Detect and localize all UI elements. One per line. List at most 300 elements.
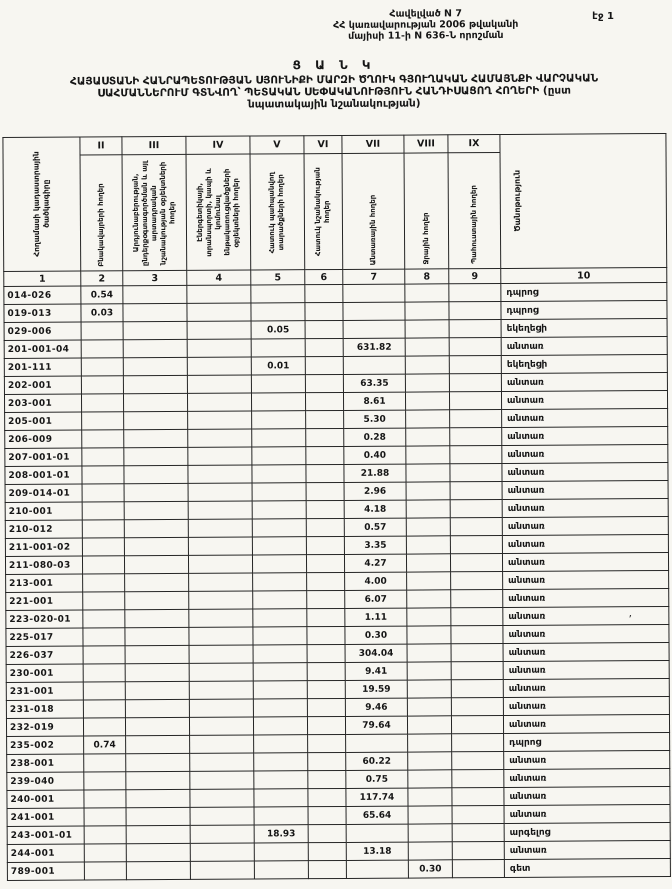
- area-value-cell-col-4: [187, 393, 251, 411]
- category-header-col-4: [186, 154, 251, 271]
- area-value-cell-col-3: [125, 682, 189, 700]
- area-value-cell-col-9: [452, 788, 504, 806]
- area-value-cell-col-7: [343, 320, 405, 338]
- area-value-cell-col-5: [253, 609, 307, 627]
- parcel-code-cell: 789-001: [7, 862, 84, 880]
- area-value-cell-col-9: [451, 572, 503, 590]
- area-value-cell-col-6: [306, 465, 344, 483]
- area-value-cell-col-2: [83, 610, 125, 628]
- area-value-cell-col-6: [305, 393, 343, 411]
- parcel-code-cell: 211-001-02: [5, 538, 82, 556]
- note-cell: անտառ: [502, 409, 668, 428]
- parcel-code-cell: 225-017: [6, 628, 83, 646]
- area-value-cell-col-4: [189, 627, 253, 645]
- area-value-cell-col-4: [189, 645, 253, 663]
- area-value-cell-col-6: [306, 447, 344, 465]
- parcel-code-cell: 201-111: [4, 358, 81, 376]
- appendix-line-2: ՀՀ կառավարության 2006 թվականի: [333, 19, 519, 32]
- area-value-cell-col-6: [308, 753, 346, 771]
- area-value-cell-col-5: [253, 681, 307, 699]
- category-header-label: Հատուկ նշանակության հողեր: [314, 167, 332, 257]
- note-cell: եկեղեցի: [501, 319, 667, 338]
- area-value-cell-col-9: [451, 716, 503, 734]
- area-value-cell-col-4: [188, 501, 252, 519]
- area-value-cell-col-3: [124, 430, 188, 448]
- area-value-cell-col-8: 0.30: [408, 860, 452, 878]
- area-value-cell-col-8: [405, 320, 449, 338]
- area-value-cell-col-2: [84, 790, 126, 808]
- area-value-cell-col-5: [252, 555, 306, 573]
- area-value-cell-col-5: [254, 753, 308, 771]
- area-value-cell-col-8: [408, 824, 452, 842]
- category-header-col-8: [404, 152, 449, 269]
- document-subtitle: [0, 72, 670, 113]
- area-value-cell-col-2: [83, 700, 125, 718]
- area-value-cell-col-8: [407, 644, 451, 662]
- area-value-cell-col-9: [451, 644, 503, 662]
- area-value-cell-col-8: [408, 770, 452, 788]
- area-value-cell-col-8: [408, 842, 452, 860]
- category-header-label: Արդյունաբերության, ընդերքօգտագործման և այլ արտադրական նշանակության օբյեկտների հողեր: [131, 160, 177, 266]
- parcel-code-cell: 210-001: [5, 502, 82, 520]
- area-value-cell-col-8: [406, 536, 450, 554]
- area-value-cell-col-3: [124, 502, 188, 520]
- area-value-cell-col-9: [452, 824, 504, 842]
- area-value-cell-col-5: [251, 339, 305, 357]
- category-header-col-9: [448, 152, 501, 269]
- area-value-cell-col-6: [307, 699, 345, 717]
- column-number-8: 8: [405, 269, 449, 284]
- area-value-cell-col-8: [407, 716, 451, 734]
- area-value-cell-col-6: [308, 789, 346, 807]
- area-value-cell-col-4: [190, 825, 254, 843]
- area-value-cell-col-8: [406, 428, 450, 446]
- area-value-cell-col-6: [306, 519, 344, 537]
- area-value-cell-col-6: [305, 321, 343, 339]
- category-header-col-5: [250, 153, 305, 270]
- area-value-cell-col-8: [407, 698, 451, 716]
- parcel-code-cell: 207-001-01: [5, 448, 82, 466]
- area-value-cell-col-9: [449, 338, 501, 356]
- table-body: [4, 283, 671, 881]
- parcel-code-cell: 221-001: [6, 592, 83, 610]
- area-value-cell-col-9: [451, 698, 503, 716]
- area-value-cell-col-3: [124, 412, 188, 430]
- column-number-2: 2: [81, 271, 123, 286]
- area-value-cell-col-7: [343, 284, 405, 302]
- area-value-cell-col-7: [346, 734, 408, 752]
- area-value-cell-col-4: [188, 447, 252, 465]
- area-value-cell-col-4: [188, 537, 252, 555]
- area-value-cell-col-2: [81, 340, 123, 358]
- area-value-cell-col-3: [124, 466, 188, 484]
- area-value-cell-col-2: [83, 646, 125, 664]
- area-value-cell-col-6: [307, 609, 345, 627]
- area-value-cell-col-7: 19.59: [345, 680, 407, 698]
- area-value-cell-col-5: [254, 771, 308, 789]
- area-value-cell-col-5: [254, 861, 308, 879]
- area-value-cell-col-3: [123, 376, 187, 394]
- area-value-cell-col-8: [405, 302, 449, 320]
- area-value-cell-col-7: 9.41: [345, 662, 407, 680]
- column-number-5: 5: [251, 270, 305, 285]
- area-value-cell-col-3: [124, 538, 188, 556]
- area-value-cell-col-4: [188, 429, 252, 447]
- note-cell: անտառ: [503, 715, 669, 734]
- area-value-cell-col-2: 0.54: [81, 286, 123, 304]
- area-value-cell-col-6: [308, 771, 346, 789]
- appendix-line-3: մայիսի 11-ի N 636-Ն որոշման: [348, 30, 504, 43]
- area-value-cell-col-6: [306, 429, 344, 447]
- area-value-cell-col-9: [449, 374, 501, 392]
- area-value-cell-col-3: [123, 322, 187, 340]
- category-header-label: Հատուկ պահպանվող տարածքների հողեր: [268, 171, 286, 254]
- area-value-cell-col-5: [253, 645, 307, 663]
- parcel-code-cell: 211-080-03: [5, 556, 82, 574]
- area-value-cell-col-2: [82, 466, 124, 484]
- area-value-cell-col-8: [408, 788, 452, 806]
- note-header-label: Ծանոթություն: [512, 170, 523, 232]
- area-value-cell-col-3: [124, 520, 188, 538]
- area-value-cell-col-5: [252, 429, 306, 447]
- parcel-code-cell: 223-020-01: [6, 610, 83, 628]
- note-cell: անտառ: [502, 517, 668, 536]
- roman-numeral-col-5: V: [250, 136, 304, 154]
- page-number: էջ 1: [592, 11, 614, 22]
- area-value-cell-col-8: [406, 554, 450, 572]
- parcel-code-cell: 231-018: [6, 700, 83, 718]
- area-value-cell-col-3: [123, 340, 187, 358]
- roman-numeral-col-2: II: [80, 137, 122, 155]
- area-value-cell-col-9: [450, 428, 502, 446]
- area-value-cell-col-4: [190, 789, 254, 807]
- area-value-cell-col-6: [305, 339, 343, 357]
- area-value-cell-col-6: [306, 537, 344, 555]
- roman-numeral-row: [3, 134, 666, 155]
- area-value-cell-col-9: [451, 608, 503, 626]
- parcel-code-cell: 231-001: [6, 682, 83, 700]
- area-value-cell-col-9: [452, 842, 504, 860]
- area-value-cell-col-4: [187, 357, 251, 375]
- area-value-cell-col-6: [307, 663, 345, 681]
- area-value-cell-col-3: [126, 844, 190, 862]
- area-value-cell-col-5: [254, 735, 308, 753]
- area-value-cell-col-5: [253, 699, 307, 717]
- area-value-cell-col-7: 6.07: [345, 590, 407, 608]
- area-value-cell-col-2: [83, 574, 125, 592]
- area-value-cell-col-6: [308, 861, 346, 879]
- area-value-cell-col-5: [253, 717, 307, 735]
- note-cell: անտառ: [504, 769, 670, 788]
- area-value-cell-col-9: [452, 752, 504, 770]
- area-value-cell-col-2: [84, 808, 126, 826]
- area-value-cell-col-9: [451, 680, 503, 698]
- area-value-cell-col-4: [187, 375, 251, 393]
- roman-numeral-col-7: VII: [342, 135, 404, 153]
- table-row: [7, 859, 670, 881]
- area-value-cell-col-9: [450, 500, 502, 518]
- area-value-cell-col-8: [408, 752, 452, 770]
- area-value-cell-col-7: 79.64: [345, 716, 407, 734]
- parcel-code-header-label: Հողամասի կադաստրային ծածկագիրը: [31, 151, 51, 257]
- area-value-cell-col-2: 0.74: [84, 736, 126, 754]
- area-value-cell-col-8: [408, 734, 452, 752]
- area-value-cell-col-5: 18.93: [254, 825, 308, 843]
- area-value-cell-col-2: [82, 430, 124, 448]
- area-value-cell-col-7: [343, 302, 405, 320]
- area-value-cell-col-3: [123, 394, 187, 412]
- area-value-cell-col-7: [346, 824, 408, 842]
- note-cell: անտառ: [503, 625, 669, 644]
- area-value-cell-col-3: [125, 718, 189, 736]
- area-value-cell-col-6: [308, 843, 346, 861]
- area-value-cell-col-5: [252, 501, 306, 519]
- category-header-col-6: [304, 153, 343, 270]
- area-value-cell-col-3: [126, 754, 190, 772]
- note-cell: անտառ: [504, 787, 670, 806]
- area-value-cell-col-2: [82, 538, 124, 556]
- area-value-cell-col-4: [189, 663, 253, 681]
- area-value-cell-col-2: [82, 412, 124, 430]
- area-value-cell-col-5: [251, 303, 305, 321]
- area-value-cell-col-8: [407, 680, 451, 698]
- parcel-code-cell: 019-013: [4, 304, 81, 322]
- area-value-cell-col-7: 63.35: [343, 374, 405, 392]
- area-value-cell-col-3: [123, 286, 187, 304]
- area-value-cell-col-2: [81, 322, 123, 340]
- area-value-cell-col-4: [187, 303, 251, 321]
- area-value-cell-col-5: [251, 375, 305, 393]
- parcel-code-cell: 014-026: [4, 286, 81, 304]
- note-cell: անտառ: [502, 535, 668, 554]
- area-value-cell-col-3: [125, 574, 189, 592]
- area-value-cell-col-8: [407, 572, 451, 590]
- area-value-cell-col-6: [308, 735, 346, 753]
- area-value-cell-col-2: [84, 844, 126, 862]
- note-cell: անտառ: [503, 643, 669, 662]
- area-value-cell-col-9: [449, 302, 501, 320]
- area-value-cell-col-8: [406, 446, 450, 464]
- subtitle-line-3: նպատակային նշանակության): [247, 97, 421, 111]
- scan-artifact: ’: [628, 613, 632, 626]
- area-value-cell-col-9: [452, 806, 504, 824]
- area-value-cell-col-8: [407, 590, 451, 608]
- area-value-cell-col-5: [253, 663, 307, 681]
- note-column-header: [500, 134, 667, 269]
- area-value-cell-col-7: 21.88: [344, 464, 406, 482]
- area-value-cell-col-6: [307, 573, 345, 591]
- parcel-code-cell: 213-001: [6, 574, 83, 592]
- parcel-code-cell: 205-001: [5, 412, 82, 430]
- area-value-cell-col-4: [189, 681, 253, 699]
- area-value-cell-col-9: [452, 860, 504, 878]
- area-value-cell-col-7: 2.96: [344, 482, 406, 500]
- parcel-code-cell: 239-040: [7, 772, 84, 790]
- area-value-cell-col-9: [450, 554, 502, 572]
- category-header-col-7: [342, 153, 405, 270]
- parcel-code-cell: 029-006: [4, 322, 81, 340]
- area-value-cell-col-9: [451, 662, 503, 680]
- area-value-cell-col-4: [190, 861, 254, 879]
- note-cell: դպրոց: [504, 733, 670, 752]
- area-value-cell-col-4: [189, 717, 253, 735]
- area-value-cell-col-5: [252, 519, 306, 537]
- area-value-cell-col-9: [451, 590, 503, 608]
- area-value-cell-col-7: 9.46: [345, 698, 407, 716]
- area-value-cell-col-8: [405, 356, 449, 374]
- area-value-cell-col-4: [189, 609, 253, 627]
- area-value-cell-col-2: [84, 826, 126, 844]
- document-title: Ց Ա Ն Կ: [292, 57, 376, 72]
- area-value-cell-col-7: 0.57: [344, 518, 406, 536]
- area-value-cell-col-4: [188, 555, 252, 573]
- column-number-6: 6: [305, 270, 343, 285]
- area-value-cell-col-2: [84, 862, 126, 880]
- parcel-code-cell: 208-001-01: [5, 466, 82, 484]
- area-value-cell-col-6: [306, 483, 344, 501]
- area-value-cell-col-7: 0.75: [346, 770, 408, 788]
- area-value-cell-col-7: 1.11: [345, 608, 407, 626]
- area-value-cell-col-9: [449, 392, 501, 410]
- area-value-cell-col-7: 0.30: [345, 626, 407, 644]
- area-value-cell-col-3: [124, 448, 188, 466]
- area-value-cell-col-5: [253, 591, 307, 609]
- parcel-code-cell: 202-001: [4, 376, 81, 394]
- area-value-cell-col-8: [407, 608, 451, 626]
- area-value-cell-col-3: [126, 862, 190, 880]
- column-number-10: 10: [501, 268, 667, 284]
- area-value-cell-col-7: 0.28: [344, 428, 406, 446]
- note-cell: անտառ: [503, 697, 669, 716]
- area-value-cell-col-6: [305, 357, 343, 375]
- area-value-cell-col-2: [83, 628, 125, 646]
- parcel-code-cell: 209-014-01: [5, 484, 82, 502]
- area-value-cell-col-6: [306, 555, 344, 573]
- area-value-cell-col-4: [190, 753, 254, 771]
- area-value-cell-col-3: [125, 664, 189, 682]
- area-value-cell-col-5: [254, 843, 308, 861]
- area-value-cell-col-3: [125, 592, 189, 610]
- roman-numeral-col-8: VIII: [404, 135, 448, 153]
- area-value-cell-col-6: [307, 717, 345, 735]
- area-value-cell-col-8: [407, 662, 451, 680]
- area-value-cell-col-7: 5.30: [344, 410, 406, 428]
- area-value-cell-col-7: [343, 356, 405, 374]
- area-value-cell-col-6: [307, 681, 345, 699]
- area-value-cell-col-4: [189, 699, 253, 717]
- area-value-cell-col-3: [123, 304, 187, 322]
- area-value-cell-col-6: [306, 411, 344, 429]
- parcel-code-cell: 244-001: [7, 844, 84, 862]
- note-cell: անտառ: [503, 661, 669, 680]
- area-value-cell-col-8: [405, 338, 449, 356]
- category-header-label: Էներգետիկայի, տրանսպորտի, կապի և կոմունալ ենթակառուցվածքների օբյեկտների հողեր: [195, 168, 241, 258]
- note-cell: անտառ: [501, 391, 667, 410]
- note-cell: անտառ: [503, 607, 669, 626]
- area-value-cell-col-4: [190, 771, 254, 789]
- area-value-cell-col-6: [305, 375, 343, 393]
- roman-numeral-col-6: VI: [304, 136, 342, 154]
- note-cell: անտառ: [502, 445, 668, 464]
- area-value-cell-col-4: [187, 321, 251, 339]
- column-number-9: 9: [449, 269, 501, 284]
- subtitle-line-2: ՍԱՀՄԱՆՆԵՐՈՒՄ ԳՏՆՎՈՂ՝ ՊԵՏԱԿԱՆ ՍԵՓԱԿԱՆՈՒԹՅՈՒՆ ՀԱՆԴԻՍԱՑՈՂ ՀՈՂԵՐԻ (ըստ: [97, 84, 572, 100]
- area-value-cell-col-8: [405, 392, 449, 410]
- appendix-header: [276, 8, 576, 43]
- area-value-cell-col-2: [83, 682, 125, 700]
- roman-numeral-col-9: IX: [448, 135, 500, 153]
- area-value-cell-col-5: [251, 285, 305, 303]
- area-value-cell-col-9: [450, 518, 502, 536]
- area-value-cell-col-9: [450, 536, 502, 554]
- area-value-cell-col-5: [254, 807, 308, 825]
- parcel-code-cell: 243-001-01: [7, 826, 84, 844]
- area-value-cell-col-5: [252, 537, 306, 555]
- area-value-cell-col-5: [252, 411, 306, 429]
- area-value-cell-col-8: [406, 500, 450, 518]
- area-value-cell-col-4: [190, 843, 254, 861]
- area-value-cell-col-9: [449, 284, 501, 302]
- area-value-cell-col-6: [307, 591, 345, 609]
- area-value-cell-col-7: 3.35: [344, 536, 406, 554]
- area-value-cell-col-2: [81, 358, 123, 376]
- area-value-cell-col-5: [251, 393, 305, 411]
- area-value-cell-col-4: [188, 465, 252, 483]
- subtitle-line-1: ՀԱՅԱՍՏԱՆԻ ՀԱՆՐԱՊԵՏՈՒԹՅԱՆ ՍՅՈՒՆԻՔԻ ՄԱՐԶԻ ԾՂՈՒԿ ԳՅՈՒՂԱԿԱՆ ՀԱՄԱՅՆՔԻ ՎԱՐՉԱԿԱՆ: [69, 72, 599, 88]
- area-value-cell-col-4: [187, 339, 251, 357]
- area-value-cell-col-4: [188, 483, 252, 501]
- area-value-cell-col-8: [408, 806, 452, 824]
- area-value-cell-col-3: [125, 628, 189, 646]
- parcel-code-cell: 240-001: [7, 790, 84, 808]
- area-value-cell-col-8: [406, 518, 450, 536]
- category-header-label: Բնակավայրերի հողեր: [96, 183, 106, 267]
- column-number-7: 7: [343, 269, 405, 284]
- area-value-cell-col-7: 0.40: [344, 446, 406, 464]
- area-value-cell-col-7: 65.64: [346, 806, 408, 824]
- area-value-cell-col-2: [81, 394, 123, 412]
- area-value-cell-col-3: [124, 484, 188, 502]
- area-value-cell-col-6: [307, 645, 345, 663]
- area-value-cell-col-2: [84, 772, 126, 790]
- area-value-cell-col-9: [450, 482, 502, 500]
- note-cell: անտառ: [502, 481, 668, 500]
- note-cell: անտառ: [504, 805, 670, 824]
- area-value-cell-col-5: 0.01: [251, 357, 305, 375]
- area-value-cell-col-6: [305, 303, 343, 321]
- area-value-cell-col-2: [82, 502, 124, 520]
- note-cell: անտառ: [502, 463, 668, 482]
- area-value-cell-col-5: [254, 789, 308, 807]
- area-value-cell-col-5: [252, 465, 306, 483]
- area-value-cell-col-9: [450, 410, 502, 428]
- area-value-cell-col-7: 8.61: [343, 392, 405, 410]
- note-cell: անտառ: [504, 751, 670, 770]
- area-value-cell-col-4: [190, 735, 254, 753]
- area-value-cell-col-7: 4.00: [345, 572, 407, 590]
- area-value-cell-col-3: [125, 646, 189, 664]
- area-value-cell-col-3: [125, 700, 189, 718]
- area-value-cell-col-8: [407, 626, 451, 644]
- area-value-cell-col-6: [308, 807, 346, 825]
- parcel-code-cell: 210-012: [5, 520, 82, 538]
- area-value-cell-col-3: [124, 556, 188, 574]
- area-value-cell-col-2: 0.03: [81, 304, 123, 322]
- area-value-cell-col-2: [81, 376, 123, 394]
- appendix-line-1: Հավելված N 7: [389, 8, 462, 20]
- state-lands-table: [2, 133, 671, 881]
- area-value-cell-col-2: [82, 484, 124, 502]
